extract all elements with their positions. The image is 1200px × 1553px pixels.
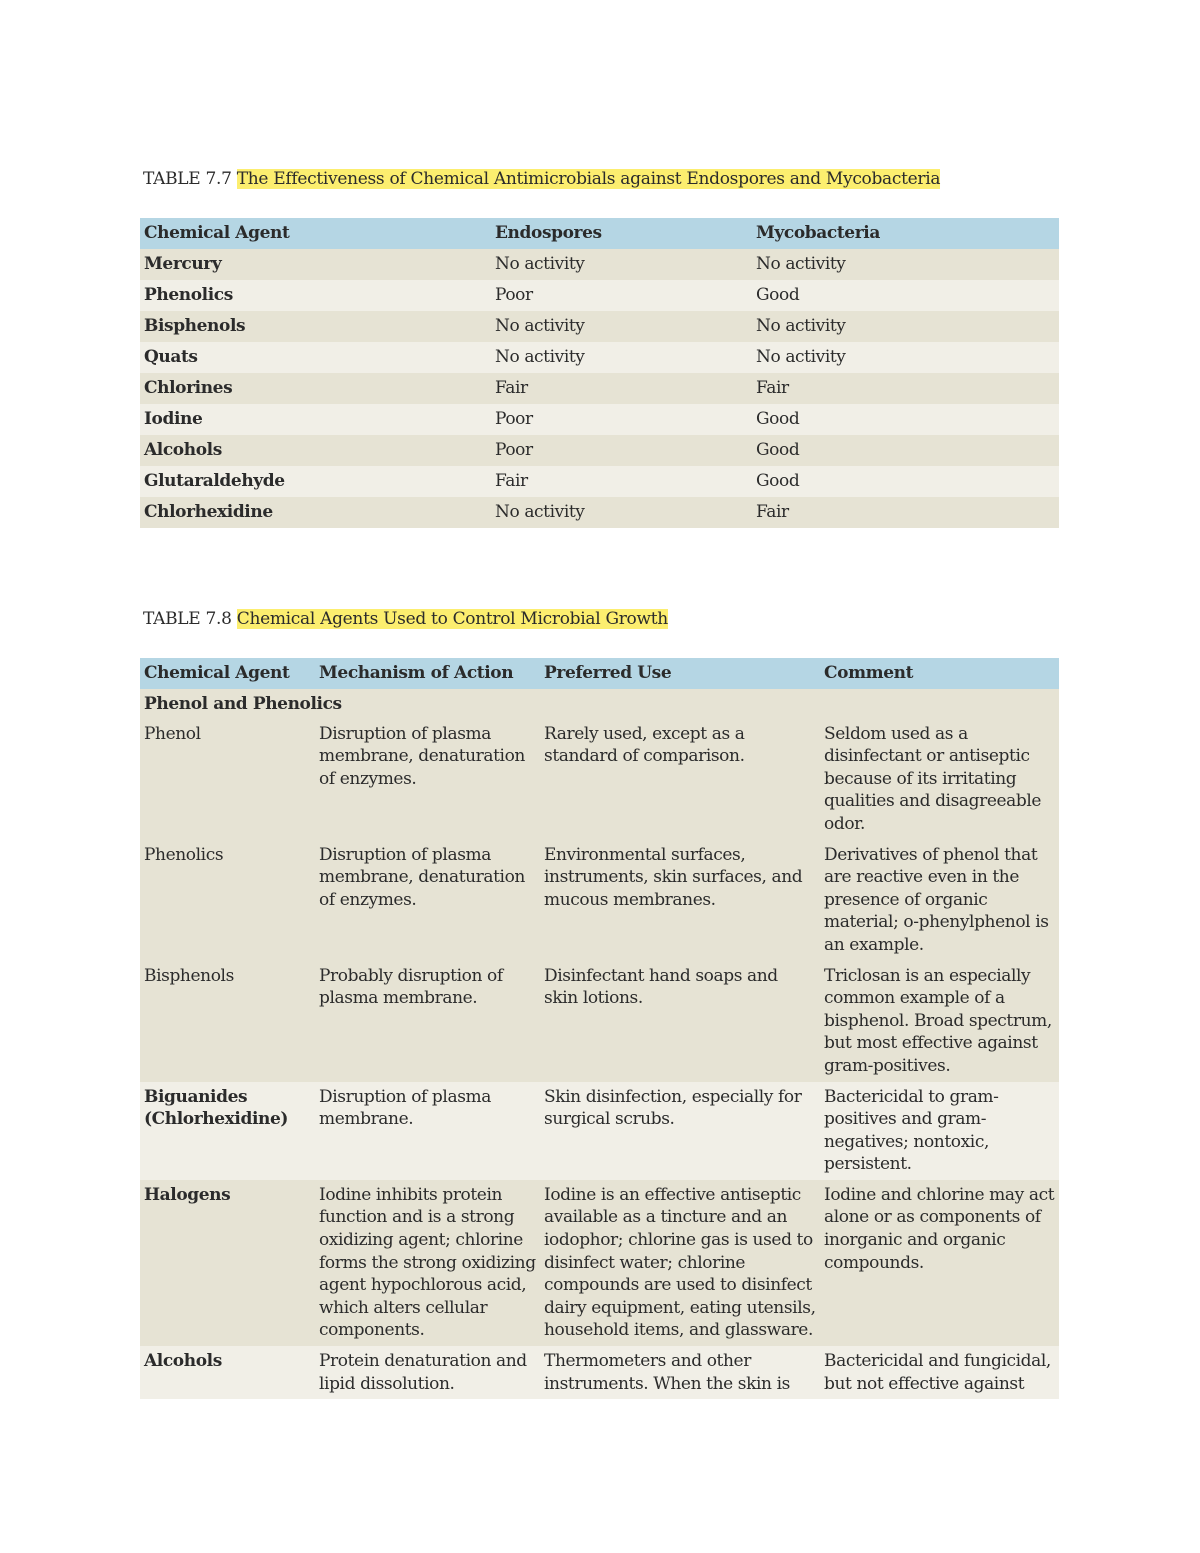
endospores-cell: Poor (495, 285, 533, 305)
table-title: Chemical Agents Used to Control Microbial Growth (236, 609, 668, 629)
agent-cell: Biguanides (Chlorhexidine) (144, 1086, 289, 1130)
mycobacteria-cell: Good (756, 440, 800, 460)
table-row (140, 1082, 1059, 1180)
column-header: Chemical Agent (140, 218, 491, 249)
table-row (140, 404, 1059, 435)
table-row (140, 435, 1059, 466)
agent-cell: Chlorines (144, 378, 233, 398)
mycobacteria-cell: Fair (756, 378, 789, 398)
group-header: Phenol and Phenolics (144, 694, 342, 714)
table-7-7-caption (143, 169, 940, 189)
column-header: Chemical Agent (140, 658, 315, 689)
endospores-cell: Poor (495, 409, 533, 429)
agent-cell: Phenolics (144, 285, 233, 305)
preferred-use-cell: Rarely used, except as a standard of comparison. (544, 723, 745, 767)
mycobacteria-cell: Good (756, 471, 800, 491)
agent-cell: Phenolics (144, 844, 224, 865)
agent-cell: Alcohols (144, 440, 222, 460)
comment-cell: Bactericidal and fungicidal, but not effective against (824, 1351, 1051, 1394)
table-row (140, 840, 1059, 961)
mechanism-cell: Probably disruption of plasma membrane. (319, 965, 503, 1009)
mycobacteria-cell: No activity (756, 316, 846, 336)
agent-cell: Bisphenols (144, 316, 246, 336)
table-row (140, 311, 1059, 342)
table-row (140, 1180, 1059, 1346)
mechanism-cell: Disruption of plasma membrane, denaturation of enzymes. (319, 723, 525, 789)
preferred-use-cell: Thermometers and other instruments. When the skin is (544, 1351, 790, 1394)
table-row (140, 280, 1059, 311)
column-header: Comment (820, 658, 1059, 689)
endospores-cell: No activity (495, 316, 585, 336)
agent-cell: Bisphenols (144, 965, 234, 986)
table-7-7 (140, 218, 1059, 528)
table-row (140, 373, 1059, 404)
comment-cell: Iodine and chlorine may act alone or as components of inorganic and organic compounds. (824, 1184, 1055, 1273)
mycobacteria-cell: Fair (756, 502, 789, 522)
mycobacteria-cell: Good (756, 285, 800, 305)
endospores-cell: No activity (495, 502, 585, 522)
agent-cell: Iodine (144, 409, 203, 429)
endospores-cell: No activity (495, 347, 585, 367)
agent-cell: Halogens (144, 1184, 231, 1205)
comment-cell: Triclosan is an especially common example of a bisphenol. Broad spectrum, but most effective against gram-positives. (824, 965, 1052, 1076)
table-row (140, 466, 1059, 497)
endospores-cell: No activity (495, 254, 585, 274)
table-row (140, 249, 1059, 280)
mycobacteria-cell: Good (756, 409, 800, 429)
mechanism-cell: Protein denaturation and lipid dissolution. (319, 1351, 527, 1394)
preferred-use-cell: Skin disinfection, especially for surgical scrubs. (544, 1086, 802, 1130)
mechanism-cell: Iodine inhibits protein function and is a strong oxidizing agent; chlorine forms the strong oxidizing agent hypochlorous acid, which alters cellular components. (319, 1184, 536, 1341)
table-row (140, 342, 1059, 373)
table-row (140, 961, 1059, 1082)
table-7-8-caption (143, 609, 668, 629)
agent-cell: Mercury (144, 254, 222, 274)
mechanism-cell: Disruption of plasma membrane, denaturation of enzymes. (319, 844, 525, 910)
agent-cell: Chlorhexidine (144, 502, 273, 522)
agent-cell: Quats (144, 347, 198, 367)
comment-cell: Bactericidal to gram-positives and gram-negatives; nontoxic, persistent. (824, 1086, 999, 1175)
table-row (140, 719, 1059, 840)
preferred-use-cell: Iodine is an effective antiseptic available as a tincture and an iodophor; chlorine gas is used to disinfect water; chlorine compounds are used to disinfect dairy equipment, eating utensils, household items, and glassware. (544, 1184, 816, 1341)
column-header: Mycobacteria (752, 218, 1059, 249)
agent-cell: Alcohols (144, 1351, 222, 1372)
table-row (140, 497, 1059, 528)
endospores-cell: Fair (495, 471, 528, 491)
table-row (140, 1346, 1059, 1399)
preferred-use-cell: Disinfectant hand soaps and skin lotions. (544, 965, 778, 1009)
column-header: Preferred Use (540, 658, 820, 689)
table-label: TABLE 7.7 (143, 169, 232, 189)
group-header-row (140, 689, 1059, 719)
column-header: Endospores (491, 218, 752, 249)
table-title: The Effectiveness of Chemical Antimicrobials against Endospores and Mycobacteria (236, 169, 941, 189)
endospores-cell: Poor (495, 440, 533, 460)
table-7-8 (140, 658, 1059, 1399)
comment-cell: Derivatives of phenol that are reactive even in the presence of organic material; o-phenylphenol is an example. (824, 844, 1049, 955)
mycobacteria-cell: No activity (756, 254, 846, 274)
agent-cell: Phenol (144, 723, 201, 744)
comment-cell: Seldom used as a disinfectant or antiseptic because of its irritating qualities and disagreeable odor. (824, 723, 1042, 834)
table-header-row (140, 658, 1059, 689)
endospores-cell: Fair (495, 378, 528, 398)
mycobacteria-cell: No activity (756, 347, 846, 367)
table-header-row (140, 218, 1059, 249)
table-label: TABLE 7.8 (143, 609, 232, 629)
preferred-use-cell: Environmental surfaces, instruments, skin surfaces, and mucous membranes. (544, 844, 803, 910)
mechanism-cell: Disruption of plasma membrane. (319, 1086, 491, 1130)
agent-cell: Glutaraldehyde (144, 471, 285, 491)
column-header: Mechanism of Action (315, 658, 540, 689)
